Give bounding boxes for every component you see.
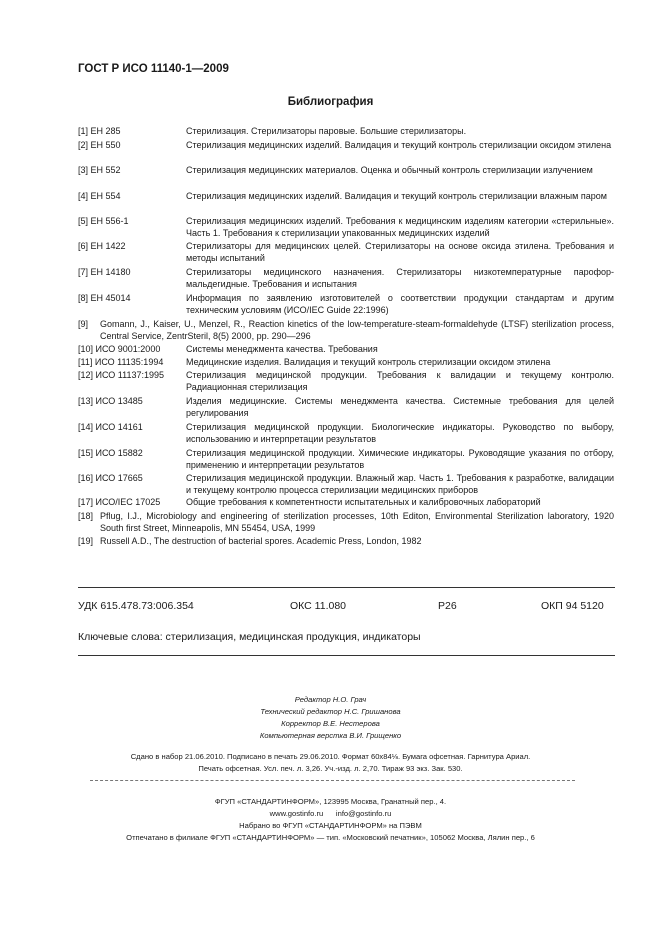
entry-ref: [14] ИСО 14161 [78, 422, 143, 432]
entry-ref: [15] ИСО 15882 [78, 448, 143, 458]
imprint-layout: Компьютерная верстка В.И. Грищенко [259, 731, 402, 740]
imprint-publisher: ФГУП «СТАНДАРТИНФОРМ», 123995 Москва, Гранатный пер., 4. [214, 797, 447, 806]
entry-text: Стерилизация медицинских изделий. Требования к медицинским изделиям категории «стерильные». Часть 1. Требования к стерилизации упакованных медицинских изделий [186, 216, 614, 239]
entry-ref: [9] [78, 319, 89, 329]
entry-text: Информация по заявлению изготовителей о соответствии продукции стандартам и другим техническим условиям (ИСО/IEC Guide 22:1996) [186, 293, 614, 316]
entry-ref: [18] [78, 511, 94, 521]
entry-ref: [6] ЕН 1422 [78, 241, 126, 251]
entry-ref: [5] ЕН 556-1 [78, 216, 129, 226]
entry-ref: [12] ИСО 11137:1995 [78, 370, 164, 380]
entry-text: Стерилизация медицинских изделий. Валидация и текущий контроль стерилизации оксидом этилена [186, 140, 612, 150]
imprint-tech-editor: Технический редактор Н.С. Гришанова [260, 707, 401, 716]
entry-ref: [7] ЕН 14180 [78, 267, 131, 277]
keywords: Ключевые слова: стерилизация, медицинская продукция, индикаторы [78, 631, 421, 643]
imprint-print-line: Печать офсетная. Усл. печ. л. 3,26. Уч.-изд. л. 2,70. Тираж 93 экз. Зак. 530. [198, 764, 463, 773]
entry-ref: [19] [78, 536, 94, 546]
entry-ref: [16] ИСО 17665 [78, 473, 143, 483]
entry-text: Стерилизаторы медицинского назначения. Стерилизаторы низкотемпературные парофор-мальдегидные. Требования и испытания [186, 267, 614, 290]
imprint-editor: Редактор Н.О. Грач [294, 695, 367, 704]
divider [90, 780, 575, 781]
oks-code: ОКС 11.080 [290, 600, 347, 612]
entry-text: Стерилизация медицинской продукции. Требования к валидации и текущему контролю. Радиационная стерилизация [186, 370, 614, 393]
entry-ref: [17] ИСО/IEC 17025 [78, 497, 161, 507]
entry-ref: [4] ЕН 554 [78, 191, 121, 201]
entry-text: Стерилизация медицинской продукции. Химические индикаторы. Руководящие указания по отбору, применению и интерпретации результатов [186, 448, 614, 471]
entry-ref: [8] ЕН 45014 [78, 293, 131, 303]
entry-text: Общие требования к компетентности испытательных и калибровочных лабораторий [186, 497, 541, 507]
imprint-print-line: Сдано в набор 21.06.2010. Подписано в печать 29.06.2010. Формат 60х84⅛. Бумага офсетная. Гарнитура Ариал. [130, 752, 531, 761]
imprint-corrector: Корректор В.Е. Нестерова [281, 719, 380, 728]
divider [78, 587, 615, 588]
imprint-printed: Отпечатано в филиале ФГУП «СТАНДАРТИНФОРМ» — тип. «Московский печатник», 105062 Москва, Лялин пер., 6 [126, 833, 535, 842]
entry-text: Стерилизация медицинской продукции. Биологические индикаторы. Руководство по выбору, использованию и интерпретации результатов [186, 422, 614, 445]
entry-text: Pflug, I.J., Microbiology and engineering of sterilization processes, 10th Editon, Environmental Sterilization laboratory, 1920 South first Street, Minneapolis, MN 55454, USA, 1999 [100, 511, 614, 534]
entry-ref: [1] ЕН 285 [78, 126, 121, 136]
entry-text: Изделия медицинские. Системы менеджмента качества. Системные требования для целей регулирования [186, 396, 614, 419]
divider [78, 655, 615, 656]
entry-text: Стерилизация медицинской продукции. Влажный жар. Часть 1. Требования к разработке, валидации и текущему контролю процесса стерилизации медицинских приборов [186, 473, 614, 496]
entry-text: Медицинские изделия. Валидация и текущий контроль стерилизации оксидом этилена [186, 357, 551, 367]
page-title: Библиография [287, 96, 374, 108]
entry-text: Стерилизаторы для медицинских целей. Стерилизаторы на основе оксида этилена. Требования и методы испытаний [186, 241, 614, 264]
document-header: ГОСТ Р ИСО 11140-1—2009 [78, 63, 229, 75]
r-code: Р26 [438, 600, 457, 612]
entry-text: Системы менеджмента качества. Требования [186, 344, 378, 354]
entry-ref: [13] ИСО 13485 [78, 396, 143, 406]
entry-text: Russell A.D., The destruction of bacterial spores. Academic Press, London, 1982 [100, 536, 422, 546]
imprint-typeset: Набрано во ФГУП «СТАНДАРТИНФОРМ» на ПЭВМ [239, 821, 422, 830]
entry-ref: [10] ИСО 9001:2000 [78, 344, 161, 354]
entry-text: Стерилизация медицинских изделий. Валидация и текущий контроль стерилизации влажным паром [186, 191, 607, 201]
imprint-web: www.gostinfo.ru info@gostinfo.ru [269, 809, 392, 818]
entry-text: Стерилизация. Стерилизаторы паровые. Большие стерилизаторы. [186, 126, 467, 136]
okp-code: ОКП 94 5120 [541, 600, 604, 612]
entry-ref: [11] ИСО 11135:1994 [78, 357, 164, 367]
entry-text: Gomann, J., Kaiser, U., Menzel, R., Reaction kinetics of the low-temperature-steam-formaldehyde (LTSF) sterilization process, Central Service, ZentrSteril, 8(5) 2000, pp. 290—296 [100, 319, 614, 342]
entry-ref: [3] ЕН 552 [78, 165, 121, 175]
entry-ref: [2] ЕН 550 [78, 140, 121, 150]
entry-text: Стерилизация медицинских материалов. Оценка и обычный контроль стерилизации излучением [186, 165, 593, 175]
udk-code: УДК 615.478.73:006.354 [78, 600, 194, 612]
